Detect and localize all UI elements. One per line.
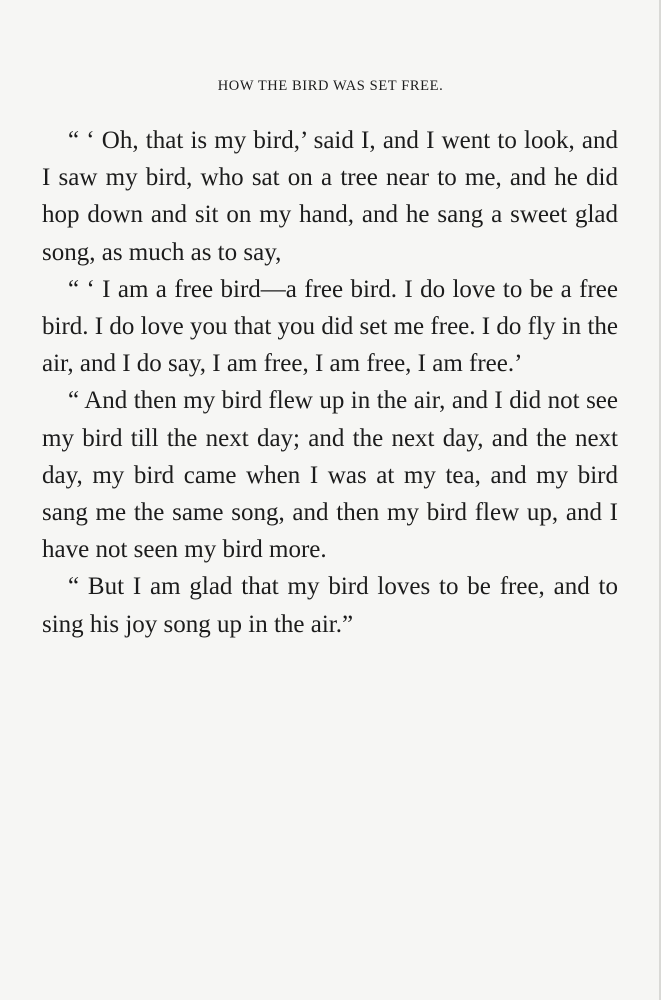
paragraph-4: “ But I am glad that my bird loves to be free, and to sing his joy song up in the air.”: [42, 573, 618, 638]
body-text: [42, 122, 618, 643]
paragraph-3: “ And then my bird flew up in the air, and I did not see my bird till the next day; and the next day, and the next day, my bird came when I was at my tea, and my bird sang me the same song, and then my bird flew up, and I have not seen my bird more.: [42, 387, 618, 564]
running-head: HOW THE BIRD WAS SET FREE.: [217, 78, 444, 94]
paragraph-1: “ ‘ Oh, that is my bird,’ said I, and I went to look, and I saw my bird, who sat on a tree near to me, and he did hop down and sit on my hand, and he sang a sweet glad song, as much as to say,: [42, 127, 618, 266]
paragraph-2: “ ‘ I am a free bird—a free bird. I do love to be a free bird. I do love you that you did set me free. I do fly in the air, and I do say, I am free, I am free, I am free.’: [42, 275, 618, 378]
